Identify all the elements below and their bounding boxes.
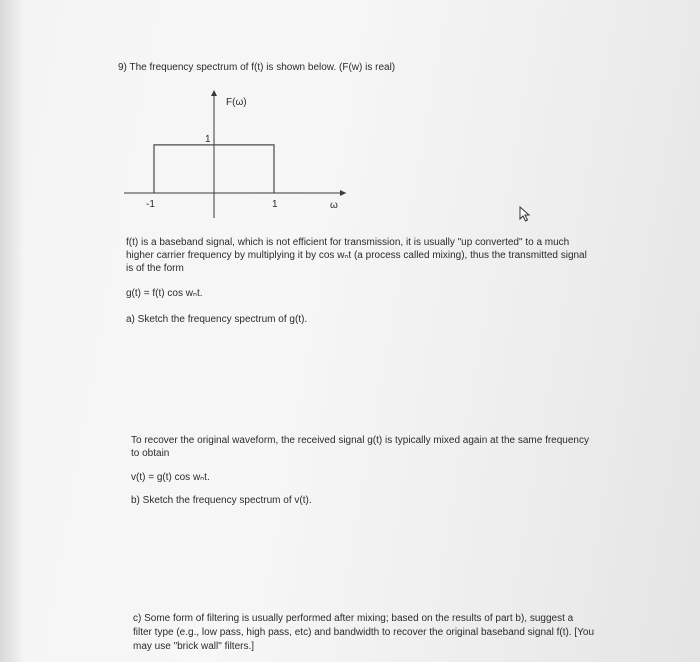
paragraph-2-line-2: to obtain [131,448,170,459]
part-a-text: a) Sketch the frequency spectrum of g(t). [126,314,308,325]
x-axis-arrow [340,190,346,196]
equation-v: v(t) = g(t) cos wₙt. [131,472,210,483]
paragraph-1-line-2: higher carrier frequency by multiplying it by cos wₙt (a process called mixing), thus the transmitted signal [126,250,587,261]
spectrum-chart [110,86,370,226]
equation-g: g(t) = f(t) cos wₙt. [126,288,203,299]
spectrum-chart-svg [110,86,370,226]
page-shadow [0,0,24,662]
x-axis-label: ω [330,200,338,211]
part-c-line-2: filter type (e.g., low pass, high pass, etc) and bandwidth to recover the original baseband signal f(t). [You [133,627,595,638]
part-c-line-3: may use "brick wall" filters.] [133,641,255,652]
paragraph-2-line-1: To recover the original waveform, the received signal g(t) is typically mixed again at the same frequency [131,435,589,446]
chart-y-label: F(ω) [226,97,247,108]
part-b-text: b) Sketch the frequency spectrum of v(t). [131,495,312,506]
question-9-prompt: 9) The frequency spectrum of f(t) is shown below. (F(w) is real) [118,62,396,73]
y-axis-arrow [211,90,217,96]
paragraph-1-line-1: f(t) is a baseband signal, which is not efficient for transmission, it is usually "up converted" to a much [126,237,570,248]
part-c-line-1: c) Some form of filtering is usually performed after mixing; based on the results of part b), suggest a [133,613,574,624]
x-tick-label: -1 [146,199,155,210]
x-tick-label: 1 [272,199,278,210]
mouse-pointer-icon [518,206,532,222]
y-tick-label: 1 [205,133,211,145]
paragraph-1-line-3: is of the form [126,263,184,274]
